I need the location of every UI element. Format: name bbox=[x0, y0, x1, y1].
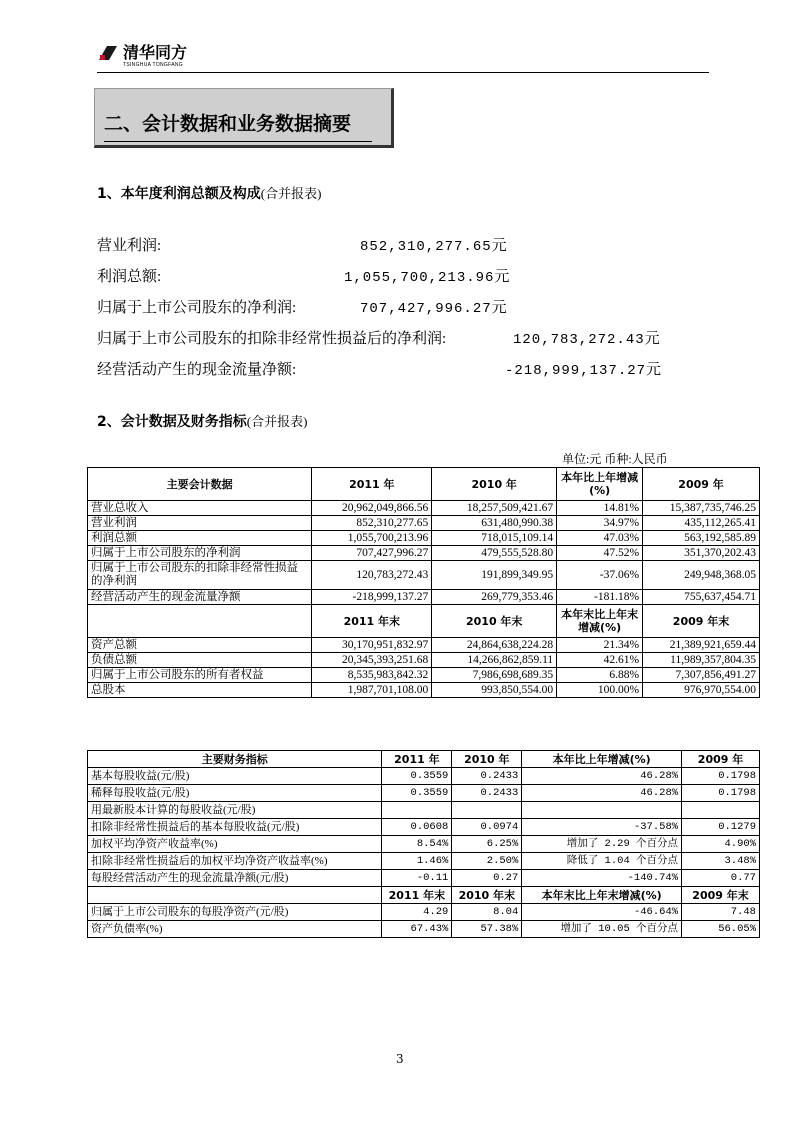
table-cell: 0.3559 bbox=[382, 768, 452, 785]
page-number: 3 bbox=[396, 1052, 404, 1066]
table-row bbox=[88, 561, 760, 590]
subheading-accounting-note: (合并报表) bbox=[246, 414, 308, 429]
table-cell: 46.28% bbox=[522, 768, 682, 785]
table-cell: 扣除非经常性损益后的加权平均净资产收益率(%) bbox=[88, 853, 382, 870]
table-cell: 993,850,554.00 bbox=[432, 683, 557, 698]
table-header-row bbox=[88, 468, 760, 501]
profit-line bbox=[97, 358, 296, 379]
table-cell: 8.54% bbox=[382, 836, 452, 853]
profit-label: 营业利润: bbox=[97, 238, 162, 254]
subheading-accounting-title: 2、会计数据及财务指标 bbox=[97, 414, 247, 430]
table-cell: 852,310,277.65 bbox=[312, 516, 432, 531]
table-cell: 每股经营活动产生的现金流量净额(元/股) bbox=[88, 870, 382, 887]
table-cell: 56.05% bbox=[682, 921, 760, 938]
profit-value-number: -218,999,137.27 bbox=[505, 363, 647, 379]
table-cell: 用最新股本计算的每股收益(元/股) bbox=[88, 802, 382, 819]
table-cell: 14.81% bbox=[557, 501, 643, 516]
table-row bbox=[88, 638, 760, 653]
accounting-data-table bbox=[87, 467, 760, 698]
table-row bbox=[88, 546, 760, 561]
table-row bbox=[88, 785, 760, 802]
profit-unit: 元 bbox=[491, 238, 507, 254]
table-header-cell: 本年比上年增减(%) bbox=[522, 751, 682, 768]
profit-line bbox=[97, 265, 161, 286]
table-cell: 增加了 10.05 个百分点 bbox=[522, 921, 682, 938]
table-row bbox=[88, 531, 760, 546]
table-cell: 351,370,202.43 bbox=[643, 546, 760, 561]
table-cell: 0.2433 bbox=[452, 785, 522, 802]
table-cell: 1,987,701,108.00 bbox=[312, 683, 432, 698]
table-cell: 21.34% bbox=[557, 638, 643, 653]
profit-value-number: 120,783,272.43 bbox=[513, 332, 645, 348]
profit-label: 归属于上市公司股东的净利润: bbox=[97, 300, 297, 316]
table-cell: 4.90% bbox=[682, 836, 760, 853]
table-cell: 8.04 bbox=[452, 904, 522, 921]
profit-line bbox=[97, 327, 446, 348]
table-header-cell: 主要财务指标 bbox=[88, 751, 382, 768]
subheading-profit bbox=[97, 183, 321, 203]
table-cell bbox=[522, 802, 682, 819]
table-cell: 631,480,990.38 bbox=[432, 516, 557, 531]
table-cell: 707,427,996.27 bbox=[312, 546, 432, 561]
table-row bbox=[88, 819, 760, 836]
table-cell bbox=[452, 802, 522, 819]
logo-en-text: TSINGHUA TONGFANG bbox=[123, 62, 183, 68]
table-cell: 976,970,554.00 bbox=[643, 683, 760, 698]
table-cell: 755,637,454.71 bbox=[643, 590, 760, 605]
section-title-underline bbox=[104, 141, 372, 142]
logo-mark-icon bbox=[97, 44, 119, 62]
table-header-row bbox=[88, 887, 760, 904]
table-cell: 资产负债率(%) bbox=[88, 921, 382, 938]
table-header-cell: 2009 年 bbox=[682, 751, 760, 768]
table-header-cell: 本年末比上年末增减(%) bbox=[522, 887, 682, 904]
subheading-profit-title: 1、本年度利润总额及构成 bbox=[97, 186, 261, 202]
table-cell: 0.0608 bbox=[382, 819, 452, 836]
table-cell: 0.77 bbox=[682, 870, 760, 887]
table-cell bbox=[382, 802, 452, 819]
table-cell: 扣除非经常性损益后的基本每股收益(元/股) bbox=[88, 819, 382, 836]
table-header-cell: 2009 年末 bbox=[682, 887, 760, 904]
table-row bbox=[88, 501, 760, 516]
table-cell: 归属于上市公司股东的所有者权益 bbox=[88, 668, 312, 683]
logo-cn-text: 清华同方 bbox=[123, 43, 188, 62]
table-cell: 21,389,921,659.44 bbox=[643, 638, 760, 653]
table-row bbox=[88, 921, 760, 938]
table-header-cell bbox=[88, 605, 312, 638]
table-cell: 基本每股收益(元/股) bbox=[88, 768, 382, 785]
section-title: 二、会计数据和业务数据摘要 bbox=[104, 113, 352, 135]
subheading-profit-note: (合并报表) bbox=[260, 186, 322, 201]
table-cell: 利润总额 bbox=[88, 531, 312, 546]
table-cell: 经营活动产生的现金流量净额 bbox=[88, 590, 312, 605]
table-cell: 负债总额 bbox=[88, 653, 312, 668]
table-cell: 稀释每股收益(元/股) bbox=[88, 785, 382, 802]
table-cell: 67.43% bbox=[382, 921, 452, 938]
company-logo bbox=[97, 43, 188, 68]
table-header-cell: 2011 年 bbox=[382, 751, 452, 768]
profit-unit: 元 bbox=[646, 362, 662, 378]
table-row bbox=[88, 653, 760, 668]
profit-unit: 元 bbox=[644, 331, 660, 347]
profit-value bbox=[505, 358, 661, 379]
table-cell: 1.46% bbox=[382, 853, 452, 870]
table-cell: 0.2433 bbox=[452, 768, 522, 785]
profit-value-number: 852,310,277.65 bbox=[360, 239, 492, 255]
table-cell: -0.11 bbox=[382, 870, 452, 887]
header-rule bbox=[97, 72, 709, 73]
table-cell: 269,779,353.46 bbox=[432, 590, 557, 605]
table-cell: 191,899,349.95 bbox=[432, 561, 557, 590]
table-cell: 4.29 bbox=[382, 904, 452, 921]
table-header-cell: 2009 年 bbox=[643, 468, 760, 501]
table-row bbox=[88, 904, 760, 921]
profit-value-number: 1,055,700,213.96 bbox=[344, 270, 495, 286]
table-cell: 加权平均净资产收益率(%) bbox=[88, 836, 382, 853]
profit-value bbox=[360, 234, 507, 255]
table-cell: 46.28% bbox=[522, 785, 682, 802]
table-header-cell bbox=[88, 887, 382, 904]
table-cell: 8,535,983,842.32 bbox=[312, 668, 432, 683]
table-cell: 归属于上市公司股东的扣除非经常性损益的净利润 bbox=[88, 561, 312, 590]
profit-label: 经营活动产生的现金流量净额: bbox=[97, 362, 297, 378]
table-cell: 0.27 bbox=[452, 870, 522, 887]
table-row bbox=[88, 516, 760, 531]
table-cell: 11,989,357,804.35 bbox=[643, 653, 760, 668]
table-cell: 0.1279 bbox=[682, 819, 760, 836]
table-header-cell: 2009 年末 bbox=[643, 605, 760, 638]
table-cell: 479,555,528.80 bbox=[432, 546, 557, 561]
table-row bbox=[88, 870, 760, 887]
table-row bbox=[88, 668, 760, 683]
table-header-cell: 主要会计数据 bbox=[88, 468, 312, 501]
table-cell: 15,387,735,746.25 bbox=[643, 501, 760, 516]
table-cell: 718,015,109.14 bbox=[432, 531, 557, 546]
table-cell: 降低了 1.04 个百分点 bbox=[522, 853, 682, 870]
table-header-cell: 2011 年末 bbox=[382, 887, 452, 904]
table-cell: 249,948,368.05 bbox=[643, 561, 760, 590]
table-cell: 归属于上市公司股东的每股净资产(元/股) bbox=[88, 904, 382, 921]
table-cell: -46.64% bbox=[522, 904, 682, 921]
profit-unit: 元 bbox=[491, 300, 507, 316]
table-row bbox=[88, 590, 760, 605]
profit-label: 利润总额: bbox=[97, 269, 162, 285]
table-cell: 6.25% bbox=[452, 836, 522, 853]
table-cell: 1,055,700,213.96 bbox=[312, 531, 432, 546]
profit-unit: 元 bbox=[494, 269, 510, 285]
table-cell: 563,192,585.89 bbox=[643, 531, 760, 546]
table-cell: 20,345,393,251.68 bbox=[312, 653, 432, 668]
table-cell: 增加了 2.29 个百分点 bbox=[522, 836, 682, 853]
table-cell: 7,307,856,491.27 bbox=[643, 668, 760, 683]
table-cell: 0.0974 bbox=[452, 819, 522, 836]
table-cell: 20,962,049,866.56 bbox=[312, 501, 432, 516]
table-cell: 资产总额 bbox=[88, 638, 312, 653]
unit-line: 单位:元 币种:人民币 bbox=[562, 452, 668, 466]
table-header-cell: 2010 年末 bbox=[432, 605, 557, 638]
table-cell: 0.3559 bbox=[382, 785, 452, 802]
table-header-cell: 本年比上年增减(%) bbox=[557, 468, 643, 501]
table-cell: 42.61% bbox=[557, 653, 643, 668]
table-header-cell: 2010 年 bbox=[432, 468, 557, 501]
table-cell: 100.00% bbox=[557, 683, 643, 698]
table-cell: 总股本 bbox=[88, 683, 312, 698]
table-cell: 2.50% bbox=[452, 853, 522, 870]
table-cell: 归属于上市公司股东的净利润 bbox=[88, 546, 312, 561]
table-cell: 18,257,509,421.67 bbox=[432, 501, 557, 516]
table-cell: 47.03% bbox=[557, 531, 643, 546]
financial-indicator-table bbox=[87, 750, 760, 938]
table-cell: 营业总收入 bbox=[88, 501, 312, 516]
profit-value bbox=[344, 265, 509, 286]
subheading-accounting bbox=[97, 411, 307, 431]
table-cell: 营业利润 bbox=[88, 516, 312, 531]
table-cell bbox=[682, 802, 760, 819]
table-cell: 120,783,272.43 bbox=[312, 561, 432, 590]
table-cell: -140.74% bbox=[522, 870, 682, 887]
table-row bbox=[88, 836, 760, 853]
table-cell: -218,999,137.27 bbox=[312, 590, 432, 605]
table-cell: 7,986,698,689.35 bbox=[432, 668, 557, 683]
profit-line bbox=[97, 296, 296, 317]
table-cell: -37.58% bbox=[522, 819, 682, 836]
table-header-cell: 2011 年 bbox=[312, 468, 432, 501]
table-header-cell: 2010 年 bbox=[452, 751, 522, 768]
table-cell: 47.52% bbox=[557, 546, 643, 561]
table-cell: 435,112,265.41 bbox=[643, 516, 760, 531]
table-cell: 30,170,951,832.97 bbox=[312, 638, 432, 653]
profit-value bbox=[360, 296, 507, 317]
profit-line bbox=[97, 234, 161, 255]
table-cell: 24,864,638,224.28 bbox=[432, 638, 557, 653]
table-cell: 7.48 bbox=[682, 904, 760, 921]
table-header-cell: 2010 年末 bbox=[452, 887, 522, 904]
table-cell: 57.38% bbox=[452, 921, 522, 938]
table-cell: 6.88% bbox=[557, 668, 643, 683]
profit-value bbox=[513, 327, 660, 348]
table-header-cell: 2011 年末 bbox=[312, 605, 432, 638]
table-cell: 34.97% bbox=[557, 516, 643, 531]
table-header-row bbox=[88, 751, 760, 768]
table-header-cell: 本年末比上年末增减(%) bbox=[557, 605, 643, 638]
table-row bbox=[88, 768, 760, 785]
table-cell: -181.18% bbox=[557, 590, 643, 605]
table-cell: 0.1798 bbox=[682, 768, 760, 785]
table-row bbox=[88, 683, 760, 698]
table-cell: -37.06% bbox=[557, 561, 643, 590]
profit-value-number: 707,427,996.27 bbox=[360, 301, 492, 317]
table-cell: 14,266,862,859.11 bbox=[432, 653, 557, 668]
profit-label: 归属于上市公司股东的扣除非经常性损益后的净利润: bbox=[97, 331, 447, 347]
table-row bbox=[88, 853, 760, 870]
table-row bbox=[88, 802, 760, 819]
table-header-row bbox=[88, 605, 760, 638]
table-cell: 0.1798 bbox=[682, 785, 760, 802]
table-cell: 3.48% bbox=[682, 853, 760, 870]
